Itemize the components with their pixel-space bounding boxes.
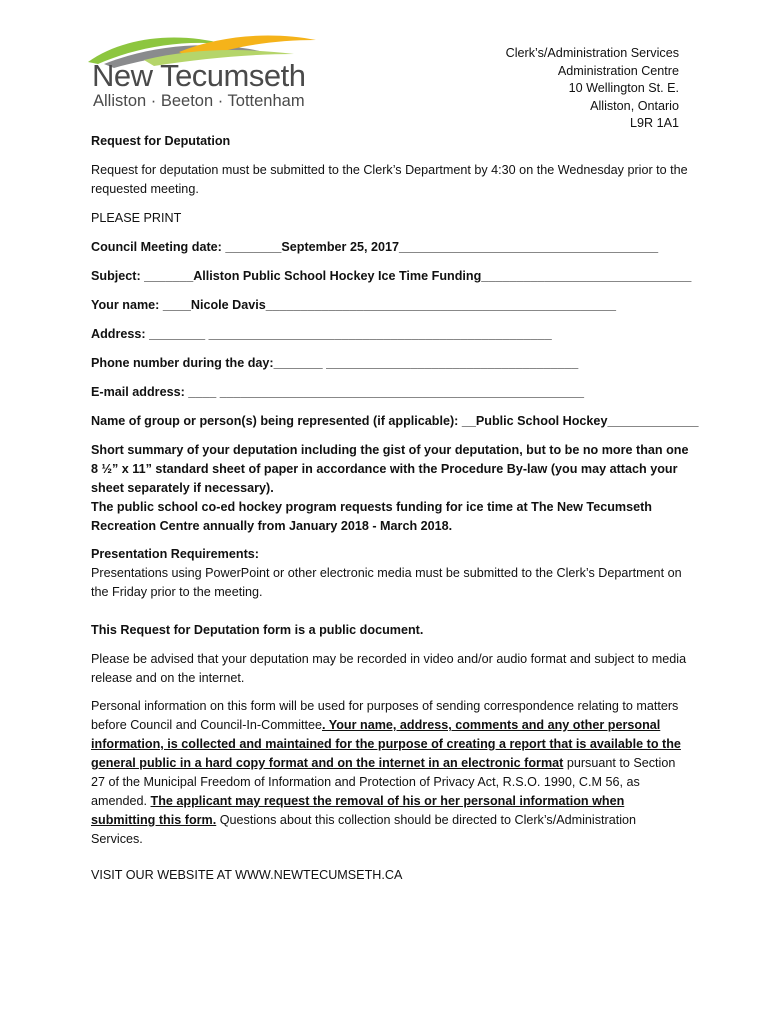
address-line: L9R 1A1 bbox=[629, 116, 679, 130]
privacy-text: Personal information on this form will be used for purposes of sending correspondence relating to matters before Council and Council-In-Committee bbox=[91, 699, 679, 732]
phone-field: Phone number during the day:_______ ____________________________________ bbox=[91, 356, 579, 370]
office-address bbox=[506, 45, 679, 133]
privacy-text: Questions about this collection should be directed to Clerk’s/Administration Services. bbox=[91, 813, 637, 846]
address-line: Clerk’s/Administration Services bbox=[505, 46, 679, 60]
subject-field: Subject: _______Alliston Public School Hockey Ice Time Funding______________________________ bbox=[91, 269, 692, 283]
privacy-collection-statement: . Your name, address, comments and any other personal information, is collected and maintained for the purpose of creating a report that is available to the general public in a hard copy format and on the internet in an electronic format bbox=[91, 718, 681, 770]
presentation-text: Presentations using PowerPoint or other electronic media must be submitted to the Clerk’s Department on the Friday prior to the meeting. bbox=[91, 566, 682, 599]
website-notice: VISIT OUR WEBSITE AT WWW.NEWTECUMSETH.CA bbox=[91, 868, 403, 882]
new-tecumseth-logo bbox=[84, 34, 320, 114]
group-field: Name of group or person(s) being represented (if applicable): __Public School Hockey_____________ bbox=[91, 414, 699, 428]
intro-text: Request for deputation must be submitted to the Clerk’s Department by 4:30 on the Wednesday prior to the requested meeting. bbox=[91, 163, 688, 196]
privacy-removal-statement: The applicant may request the removal of his or her personal information when submitting this form. bbox=[91, 794, 625, 827]
summary-label: Short summary of your deputation including the gist of your deputation, but to be no more than one 8 ½” x 11” standard sheet of paper in accordance with the Procedure By-law (you may attach your sheet separately if necessary). bbox=[91, 443, 689, 495]
privacy-notice bbox=[91, 697, 691, 849]
summary-value: The public school co-ed hockey program requests funding for ice time at The New Tecumseth Recreation Centre annually from January 2018 - March 2018. bbox=[91, 500, 652, 533]
email-field: E-mail address: ____ ____________________________________________________ bbox=[91, 385, 585, 399]
address-line: Alliston, Ontario bbox=[590, 98, 679, 113]
logo-towns: Alliston · Beeton · Tottenham bbox=[93, 92, 305, 110]
address-line: 10 Wellington St. E. bbox=[568, 81, 679, 95]
name-field: Your name: ____Nicole Davis__________________________________________________ bbox=[91, 298, 616, 312]
address-line: Administration Centre bbox=[557, 63, 679, 78]
recording-notice: Please be advised that your deputation may be recorded in video and/or audio format and subject to media release and on the internet. bbox=[91, 652, 687, 685]
public-document-notice: This Request for Deputation form is a public document. bbox=[91, 623, 424, 637]
logo-name: New Tecumseth bbox=[92, 58, 306, 93]
meeting-date-field: Council Meeting date: ________September 25, 2017_____________________________________ bbox=[91, 240, 659, 254]
privacy-text: pursuant to Section 27 of the Municipal Freedom of Information and Protection of Privacy Act, R.S.O. 1990, C.M 56, as amended. bbox=[91, 756, 676, 808]
presentation-heading: Presentation Requirements: bbox=[91, 547, 259, 561]
form-title: Request for Deputation bbox=[91, 134, 231, 148]
please-print-label: PLEASE PRINT bbox=[91, 211, 182, 225]
address-field: Address: ________ _________________________________________________ bbox=[91, 327, 552, 341]
